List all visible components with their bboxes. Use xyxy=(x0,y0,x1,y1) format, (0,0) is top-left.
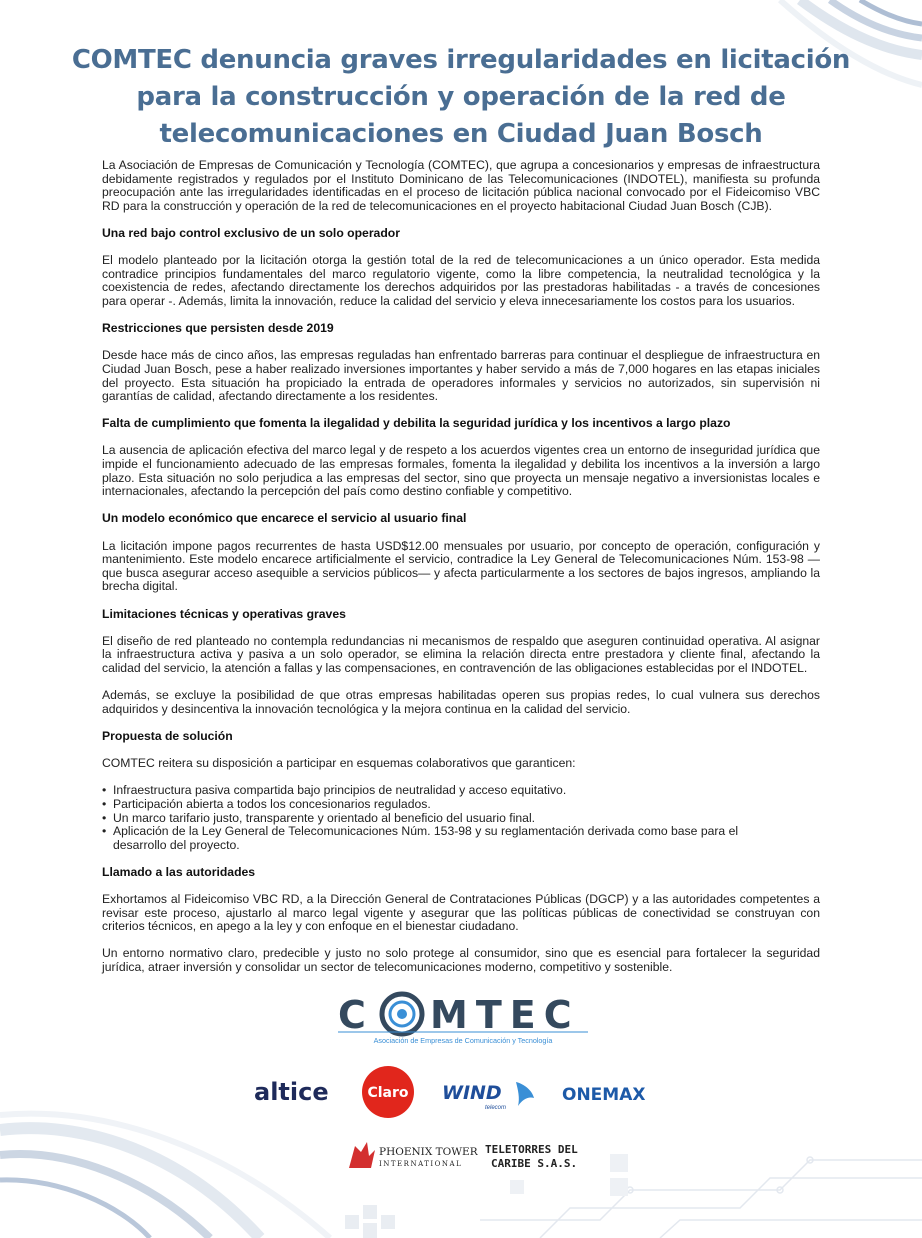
proposal-heading: Propuesta de solución xyxy=(102,728,233,743)
proposal-list xyxy=(102,784,820,852)
teletorres-text-2: CARIBE S.A.S. xyxy=(491,1157,578,1170)
svg-text:C: C xyxy=(338,993,366,1037)
teletorres-logo xyxy=(485,1143,578,1170)
teletorres-text-1: TELETORRES DEL xyxy=(485,1143,578,1156)
altice-logo: altice xyxy=(254,1078,329,1106)
phoenix-text-1: PHOENIX TOWER xyxy=(379,1146,478,1158)
list-item: • Infraestructura pasiva compartida bajo principios de neutralidad y acceso equitativo. xyxy=(102,784,820,798)
list-item: • Participación abierta a todos los concesionarios regulados. xyxy=(102,798,820,812)
section-heading: Un modelo económico que encarece el servicio al usuario final xyxy=(102,511,467,526)
section-paragraph: El modelo planteado por la licitación otorga la gestión total de la red de telecomunicaciones a un único operador. Esta medida contradice principios fundamentales del marco regulatorio vigente, como la libre competencia, la neutralidad tecnológica y la coexistencia de redes, afectando directamente los derechos adquiridos por las prestadoras habilitadas - a través de concesiones para operar -. Además, limita la innovación, reduce la calidad del servicio y eleva innecesariamente los costos para los usuarios. xyxy=(102,253,820,308)
phoenix-text-2: INTERNATIONAL xyxy=(379,1160,463,1168)
sponsor-logos-row-2 xyxy=(345,1138,585,1174)
sponsor-logos-row xyxy=(250,1066,680,1118)
list-item: • Aplicación de la Ley General de Telecomunicaciones Núm. 153-98 y su reglamentación derivada como base para el desarrollo del proyecto. xyxy=(102,825,778,852)
section-paragraph: El diseño de red planteado no contempla redundancias ni mecanismos de respaldo que aseguren continuidad operativa. Al asignar la infraestructura activa y pasiva a un solo operador, se elimina la relación directa entre prestadora y cliente final, afectando la calidad del servicio, la atención a fallas y las compensaciones, en contravención de las obligaciones establecidas por el INDOTEL. xyxy=(102,633,820,675)
wind-logo xyxy=(442,1082,534,1111)
call-paragraph: Exhortamos al Fideicomiso VBC RD, a la Dirección General de Contrataciones Públicas (DGCP) y a las autoridades competentes a revisar este proceso, ajustarlo al marco legal vigente y asegurar que las políticas públicas de conectividad se construyan con criterios técnicos, en apego a la ley y con enfoque en el bienestar ciudadano. xyxy=(102,892,820,934)
target-icon xyxy=(382,994,422,1034)
comtec-logo xyxy=(338,988,588,1048)
headline: COMTEC denuncia graves irregularidades en licitación para la construcción y operación de la red de telecomunicaciones en Ciudad Juan Bosch xyxy=(71,45,851,149)
call-heading: Llamado a las autoridades xyxy=(102,864,256,879)
wind-subtext: telecom xyxy=(485,1105,507,1111)
list-item: • Un marco tarifario justo, transparente y orientado al beneficio del usuario final. xyxy=(102,812,820,826)
wing-icon xyxy=(516,1082,534,1106)
intro-paragraph: La Asociación de Empresas de Comunicación y Tecnología (COMTEC), que agrupa a concesionarios y empresas de infraestructura debidamente registrados y regulados por el Instituto Dominicano de las Telecomunicaciones (INDOTEL), manifiesta su profunda preocupación ante las irregularidades identificadas en el proceso de licitación pública nacional convocado por el Fideicomiso VBC RD para la construcción y operación de la red de telecomunicaciones en el proyecto habitacional Ciudad Juan Bosch (CJB). xyxy=(102,158,820,213)
comtec-tagline: Asociación de Empresas de Comunicación y Tecnología xyxy=(373,1036,553,1045)
section-heading: Restricciones que persisten desde 2019 xyxy=(102,321,334,336)
section-heading: Falta de cumplimiento que fomenta la ilegalidad y debilita la seguridad jurídica y los incentivos a largo plazo xyxy=(102,416,731,431)
section-heading: Limitaciones técnicas y operativas graves xyxy=(102,606,346,621)
claro-text: Claro xyxy=(367,1085,409,1101)
section-paragraph: La licitación impone pagos recurrentes de hasta USD$12.00 mensuales por usuario, por concepto de operación, configuración y mantenimiento. Este modelo encarece artificialmente el servicio, contradice la Ley General de Telecomunicaciones Núm. 153-98 —que busca asegurar acceso asequible a servicios públicos— y afecta particularmente a los sectores de bajos ingresos, ampliando la brecha digital. xyxy=(102,538,820,594)
onemax-logo: ONEMAX xyxy=(562,1085,646,1105)
section-heading: Una red bajo control exclusivo de un solo operador xyxy=(102,225,400,240)
phoenix-tower-logo xyxy=(349,1142,479,1168)
wind-text: WIND xyxy=(442,1082,502,1104)
section-paragraph: La ausencia de aplicación efectiva del marco legal y de respeto a los acuerdos vigentes crea un entorno de inseguridad jurídica que impide el funcionamiento adecuado de las empresas formales, fomenta la ilegalidad y debilita los incentivos a la inversión a largo plazo. Esta situación no solo perjudica a las empresas del sector, sino que proyecta un mensaje negativo a inversionistas locales e internacionales, afectando la percepción del país como destino confiable y competitivo. xyxy=(102,443,820,499)
claro-logo xyxy=(362,1066,414,1118)
phoenix-bird-icon xyxy=(349,1142,375,1168)
section-paragraph: Desde hace más de cinco años, las empresas reguladas han enfrentado barreras para continuar el despliegue de infraestructura en Ciudad Juan Bosch, pese a haber realizado inversiones importantes y haber servido a más de 7,000 hogares en las etapas iniciales del proyecto. Esta situación ha propiciado la entrada de operadores informales y servicios no autorizados, sin supervisión ni garantías de calidad, afectando directamente a los residentes. xyxy=(102,348,820,404)
svg-text:MTEC: MTEC xyxy=(430,993,580,1037)
proposal-intro: COMTEC reitera su disposición a participar en esquemas colaborativos que garanticen: xyxy=(102,756,576,771)
call-paragraph: Un entorno normativo claro, predecible y justo no solo protege al consumidor, sino que es esencial para fortalecer la seguridad jurídica, atraer inversión y consolidar un sector de telecomunicaciones moderno, competitivo y sostenible. xyxy=(102,946,820,975)
section-paragraph: Además, se excluye la posibilidad de que otras empresas habilitadas operen sus propias redes, lo cual vulnera sus derechos adquiridos y desincentiva la innovación tecnológica y la mejora continua en la calidad del servicio. xyxy=(102,688,820,716)
article-body xyxy=(102,159,820,988)
